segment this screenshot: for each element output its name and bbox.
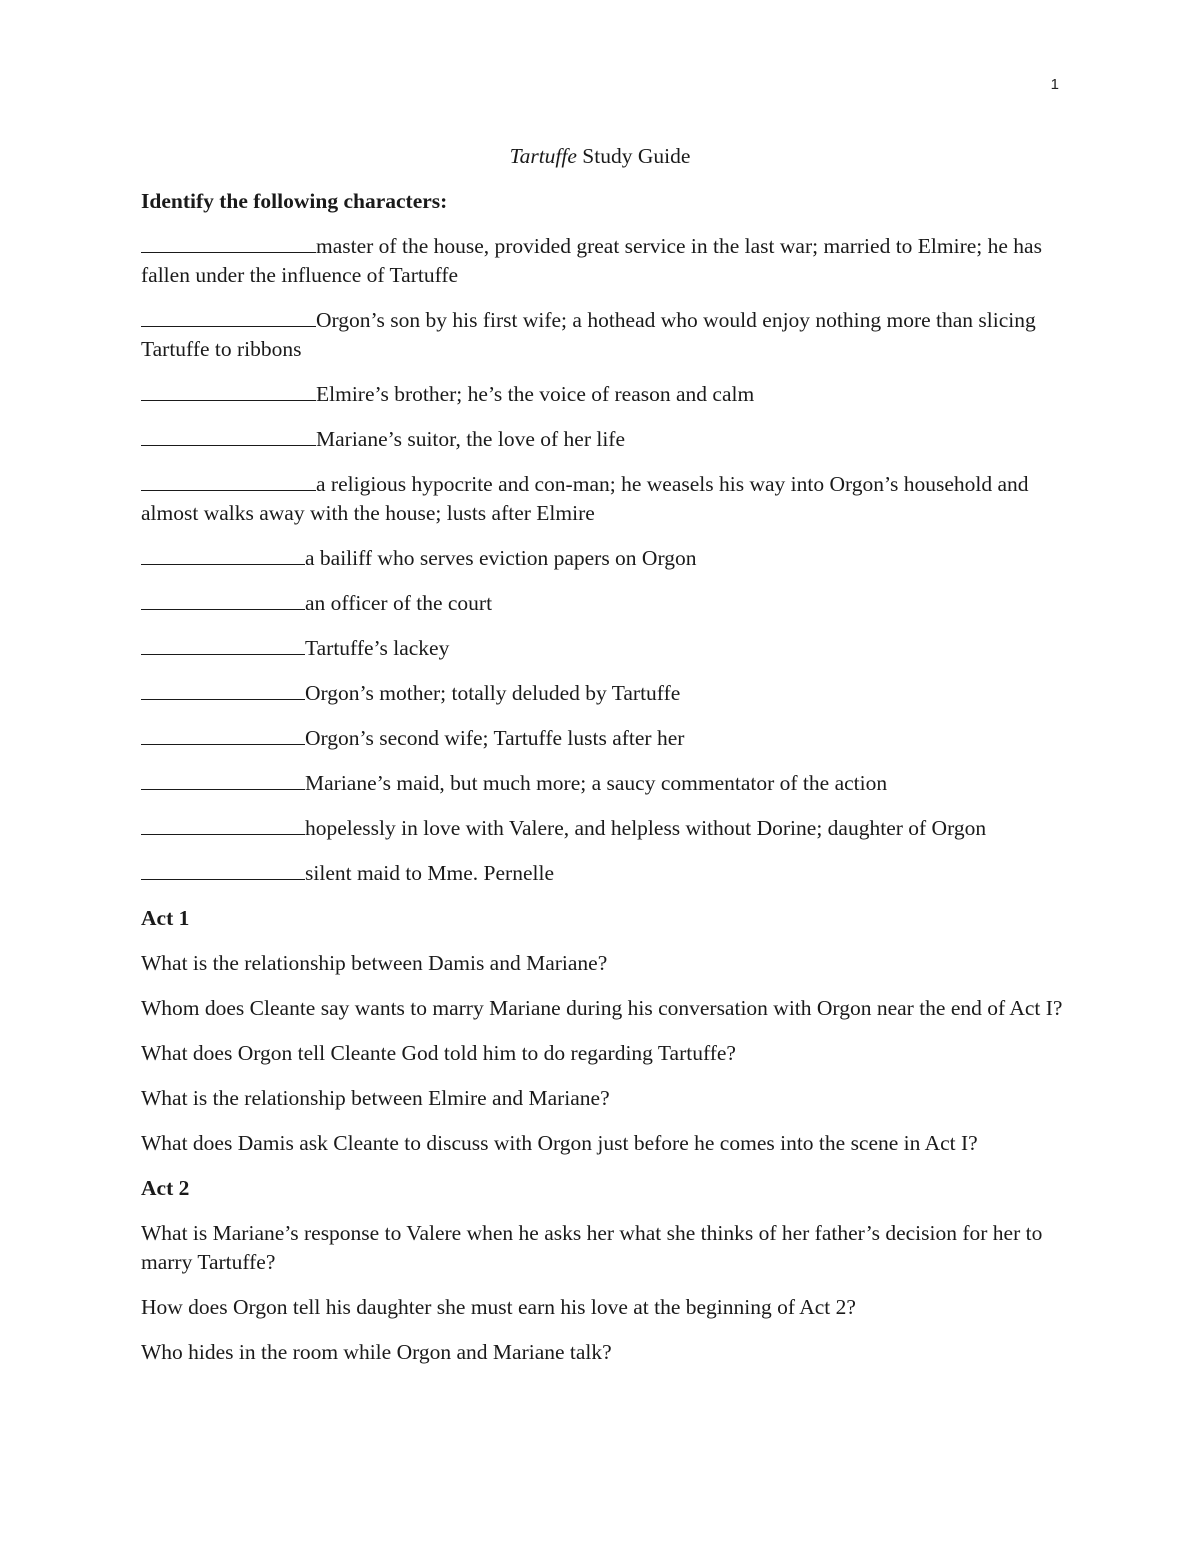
act1-question: What does Orgon tell Cleante God told him to do regarding Tartuffe? (141, 1041, 736, 1065)
character-description: Orgon’s mother; totally deluded by Tartuffe (305, 681, 681, 705)
act1-question: What does Damis ask Cleante to discuss with Orgon just before he comes into the scene in Act I? (141, 1131, 978, 1155)
character-item (141, 724, 1066, 753)
answer-blank[interactable] (141, 859, 305, 880)
act2-question: How does Orgon tell his daughter she must earn his love at the beginning of Act 2? (141, 1295, 856, 1319)
title-italic: Tartuffe (509, 144, 577, 168)
answer-blank[interactable] (141, 589, 305, 610)
character-description: a religious hypocrite and con-man; he weasels his way into Orgon’s household and almost walks away with the house; lusts after Elmire (141, 472, 1029, 525)
character-item (141, 380, 1066, 409)
character-item (141, 859, 1066, 888)
act2-heading: Act 2 (141, 1176, 190, 1200)
character-item (141, 589, 1066, 618)
page-number: 1 (1050, 76, 1059, 93)
character-description: silent maid to Mme. Pernelle (305, 861, 554, 885)
character-description: Orgon’s son by his first wife; a hothead who would enjoy nothing more than slicing Tartuffe to ribbons (141, 308, 1036, 361)
answer-blank[interactable] (141, 470, 316, 491)
character-description: Mariane’s suitor, the love of her life (316, 427, 625, 451)
act1-question: What is the relationship between Damis and Mariane? (141, 951, 608, 975)
character-description: an officer of the court (305, 591, 493, 615)
answer-blank[interactable] (141, 634, 305, 655)
character-item (141, 634, 1066, 663)
character-description: Elmire’s brother; he’s the voice of reason and calm (316, 382, 755, 406)
act2-question: Who hides in the room while Orgon and Mariane talk? (141, 1340, 612, 1364)
characters-heading: Identify the following characters: (141, 189, 448, 213)
character-description: a bailiff who serves eviction papers on Orgon (305, 546, 697, 570)
answer-blank[interactable] (141, 814, 305, 835)
character-description: hopelessly in love with Valere, and helpless without Dorine; daughter of Orgon (305, 816, 987, 840)
act1-question: Whom does Cleante say wants to marry Mariane during his conversation with Orgon near the end of Act I? (141, 996, 1063, 1020)
character-item (141, 425, 1066, 454)
answer-blank[interactable] (141, 544, 305, 565)
act1-heading: Act 1 (141, 906, 190, 930)
answer-blank[interactable] (141, 232, 316, 253)
act1-question: What is the relationship between Elmire and Mariane? (141, 1086, 610, 1110)
answer-blank[interactable] (141, 425, 316, 446)
character-description: master of the house, provided great service in the last war; married to Elmire; he has fallen under the influence of Tartuffe (141, 234, 1042, 287)
character-description: Orgon’s second wife; Tartuffe lusts after her (305, 726, 685, 750)
character-item (141, 769, 1066, 798)
answer-blank[interactable] (141, 679, 305, 700)
character-description: Tartuffe’s lackey (305, 636, 450, 660)
answer-blank[interactable] (141, 724, 305, 745)
character-item (141, 306, 1066, 364)
document-body (141, 187, 1066, 1383)
title-rest: Study Guide (576, 144, 691, 168)
character-item (141, 470, 1066, 528)
character-item (141, 544, 1066, 573)
answer-blank[interactable] (141, 769, 305, 790)
page-title (0, 142, 1200, 170)
character-item (141, 232, 1066, 290)
act2-question: What is Mariane’s response to Valere when he asks her what she thinks of her father’s decision for her to marry Tartuffe? (141, 1221, 1043, 1274)
character-description: Mariane’s maid, but much more; a saucy commentator of the action (305, 771, 888, 795)
answer-blank[interactable] (141, 306, 316, 327)
character-item (141, 679, 1066, 708)
character-item (141, 814, 1066, 843)
answer-blank[interactable] (141, 380, 316, 401)
